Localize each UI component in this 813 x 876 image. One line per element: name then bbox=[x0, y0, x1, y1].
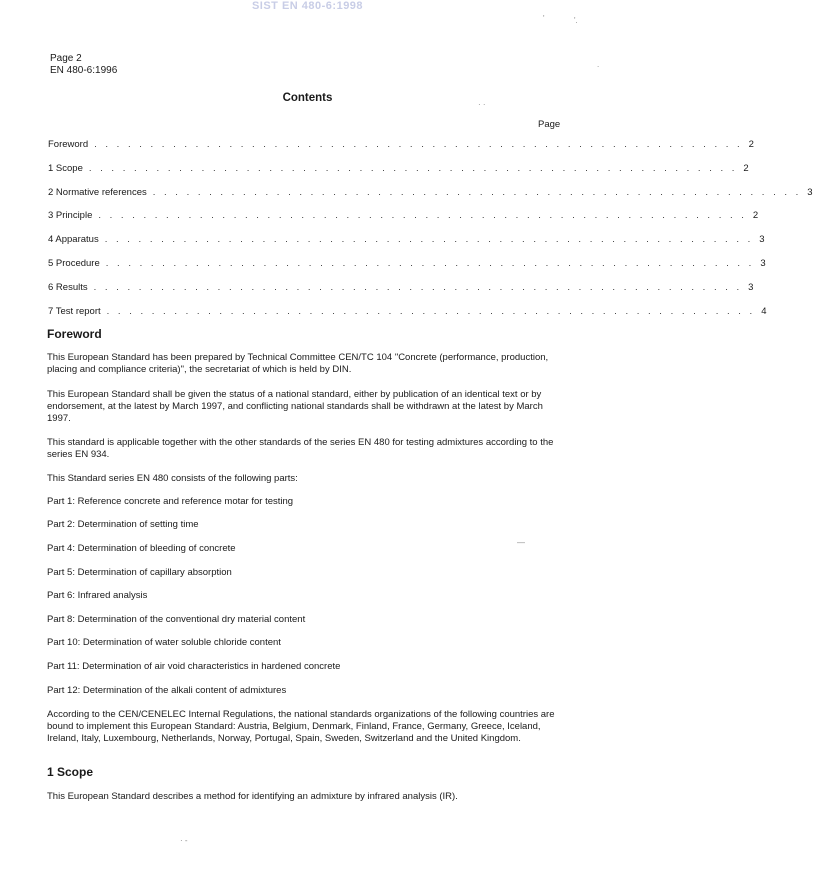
toc-label: 6 Results bbox=[48, 281, 88, 293]
list-item: Part 5: Determination of capillary absorption bbox=[47, 567, 232, 578]
toc-page: 4 bbox=[761, 305, 767, 317]
toc-entry-apparatus[interactable] bbox=[48, 234, 765, 258]
table-of-contents bbox=[48, 139, 813, 329]
scan-speck: · - bbox=[180, 836, 188, 845]
toc-page: 3 bbox=[748, 281, 754, 293]
scan-speck: '. bbox=[574, 16, 578, 25]
page-number: Page 2 bbox=[50, 53, 82, 64]
foreword-paragraph-1: This European Standard has been prepared by Technical Committee CEN/TC 104 "Concrete (performance, production, placing and compliance criteria)", the secretariat of which is held by DIN. bbox=[47, 352, 549, 375]
toc-entry-foreword[interactable] bbox=[48, 139, 754, 163]
toc-entry-normative-references[interactable] bbox=[48, 186, 813, 211]
toc-entry-test-report[interactable] bbox=[48, 305, 767, 330]
list-item: Part 1: Reference concrete and reference motar for testing bbox=[47, 496, 294, 507]
list-item: Part 12: Determination of the alkali content of admixtures bbox=[47, 685, 287, 696]
toc-label: 7 Test report bbox=[48, 305, 101, 317]
foreword-paragraph-2: This European Standard shall be given the status of a national standard, either by publication of an identical text or by endorsement, at the latest by March 1997, and conflicting national standards shall be withdrawn at the latest by March 1997. bbox=[47, 389, 543, 424]
scan-speck: · · bbox=[478, 100, 486, 109]
toc-page: 3 bbox=[759, 234, 765, 246]
watermark: SIST EN 480-6:1998 bbox=[251, 0, 364, 12]
page-column-label: Page bbox=[538, 119, 561, 130]
scan-speck: . bbox=[597, 60, 600, 69]
page-header bbox=[50, 53, 117, 77]
toc-label: 1 Scope bbox=[48, 162, 83, 174]
list-item: Part 10: Determination of water soluble chloride content bbox=[47, 637, 281, 648]
toc-entry-scope[interactable] bbox=[48, 162, 749, 187]
toc-label: 2 Normative references bbox=[48, 186, 147, 198]
toc-leader: . . . . . . . . . . . . . . . . . . . . . . . . . . . . . . . . . . . . . . . . . . . . . . . . . . . . . . . . . . bbox=[105, 257, 755, 269]
toc-entry-procedure[interactable] bbox=[48, 257, 766, 282]
foreword-heading: Foreword bbox=[47, 327, 102, 341]
toc-leader: . . . . . . . . . . . . . . . . . . . . . . . . . . . . . . . . . . . . . . . . . . . . . . . . . . . . . . . . . . bbox=[104, 234, 754, 246]
foreword-paragraph-5: According to the CEN/CENELEC Internal Regulations, the national standards organizations of the following countries are bound to implement this European Standard: Austria, Belgium, Denmark, Finland, France, Germany, Greece, Iceland, Ireland, Italy, Luxembourg, Netherlands, Norway, Portugal, Spain, Sweden, Switzerland and the United Kingdom. bbox=[47, 709, 555, 744]
toc-label: 3 Principle bbox=[48, 210, 93, 222]
foreword-paragraph-4: This Standard series EN 480 consists of the following parts: bbox=[47, 473, 298, 484]
toc-label: Foreword bbox=[48, 139, 89, 150]
toc-page: 2 bbox=[743, 162, 749, 174]
scan-speck: ' bbox=[543, 14, 545, 23]
list-item: Part 2: Determination of setting time bbox=[47, 519, 199, 530]
toc-leader: . . . . . . . . . . . . . . . . . . . . . . . . . . . . . . . . . . . . . . . . . . . . . . . . . . . . . . . . . . bbox=[88, 162, 738, 174]
toc-page: 2 bbox=[752, 210, 759, 222]
list-item: Part 8: Determination of the conventional dry material content bbox=[47, 614, 306, 625]
toc-page: 3 bbox=[760, 257, 766, 269]
list-item: Part 4: Determination of bleeding of concrete bbox=[47, 543, 236, 554]
toc-leader: . . . . . . . . . . . . . . . . . . . . . . . . . . . . . . . . . . . . . . . . . . . . . . . . . . . . . . . . . . bbox=[93, 281, 743, 293]
toc-page: 3 bbox=[807, 186, 813, 198]
standard-id: EN 480-6:1996 bbox=[50, 65, 118, 76]
toc-label: 5 Procedure bbox=[48, 257, 100, 269]
scan-speck: — bbox=[517, 538, 525, 547]
scope-heading: 1 Scope bbox=[47, 765, 94, 779]
foreword-paragraph-3: This standard is applicable together with the other standards of the series EN 480 for testing admixtures according to the series EN 934. bbox=[47, 437, 554, 460]
toc-page: 2 bbox=[748, 139, 754, 150]
toc-leader: . . . . . . . . . . . . . . . . . . . . . . . . . . . . . . . . . . . . . . . . . . . . . . . . . . . . . . . . . . bbox=[152, 186, 802, 198]
toc-leader: . . . . . . . . . . . . . . . . . . . . . . . . . . . . . . . . . . . . . . . . . . . . . . . . . . . . . . . . . . bbox=[98, 210, 747, 222]
toc-entry-results[interactable] bbox=[48, 281, 754, 306]
scope-paragraph: This European Standard describes a method for identifying an admixture by infrared analysis (IR). bbox=[47, 791, 458, 802]
list-item: Part 6: Infrared analysis bbox=[47, 590, 148, 601]
toc-label: 4 Apparatus bbox=[48, 234, 99, 246]
list-item: Part 11: Determination of air void characteristics in hardened concrete bbox=[47, 661, 341, 672]
toc-leader: . . . . . . . . . . . . . . . . . . . . . . . . . . . . . . . . . . . . . . . . . . . . . . . . . . . . . . . . . . bbox=[94, 139, 743, 150]
contents-title: Contents bbox=[282, 92, 333, 104]
toc-entry-principle[interactable] bbox=[48, 210, 759, 234]
toc-leader: . . . . . . . . . . . . . . . . . . . . . . . . . . . . . . . . . . . . . . . . . . . . . . . . . . . . . . . . . . bbox=[106, 305, 756, 317]
